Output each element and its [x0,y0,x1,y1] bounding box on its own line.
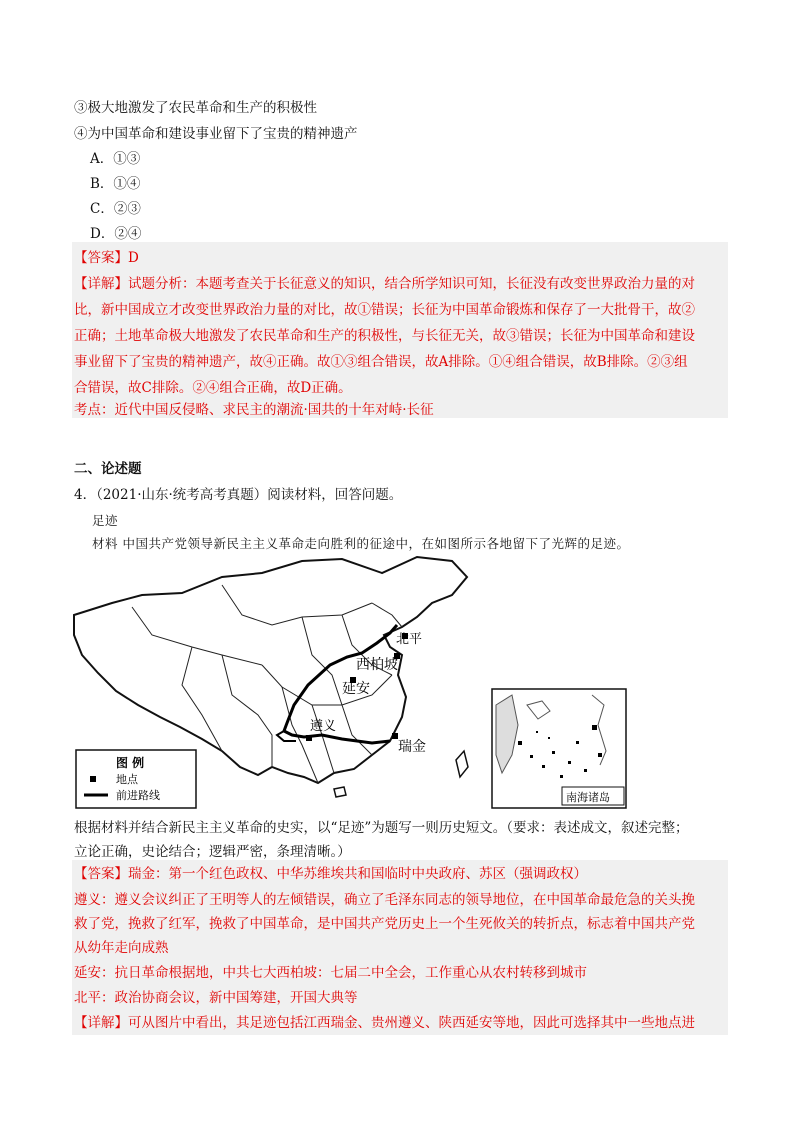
place-label: 西柏坡 [356,658,398,673]
section-heading: 二、论述题 [74,461,142,477]
option-d: D．②④ [90,226,142,242]
answer-line: 遵义：遵义会议纠正了王明等人的左倾错误，确立了毛泽东同志的领导地位，在中国革命最危急的关头挽 [74,892,695,908]
answer-block-q4 [72,860,728,1035]
detail-line: 事业留下了宝贵的精神遗产，故④正确。故①③组合错误，故A排除。①④组合错误，故B排除。②③组 [74,354,688,370]
question-line: 根据材料并结合新民主主义革命的史实，以“足迹”为题写一则历史短文。（要求：表述成文，叙述完整； [74,820,689,836]
china-map [72,555,632,810]
detail-line: 【详解】试题分析：本题考查关于长征意义的知识，结合所学知识可知，长征没有改变世界政治力量的对 [74,276,695,292]
detail-line: 比，新中国成立才改变世界政治力量的对比，故①错误；长征为中国革命锻炼和保存了一大批骨干，故② [74,302,695,318]
legend-marker-icon [90,776,96,782]
option-a: A．①③ [90,151,141,167]
detail-line-q4: 【详解】可从图片中看出，其足迹包括江西瑞金、贵州遵义、陕西延安等地，因此可选择其中一些地点进 [74,1015,695,1031]
detail-line: 正确；土地革命极大地激发了农民革命和生产的积极性，与长征无关，故③错误；长征为中国革命和建设 [74,328,695,344]
statement-3: ③极大地激发了农民革命和生产的积极性 [74,100,317,116]
answer-line: 救了党，挽救了红军，挽救了中国革命，是中国共产党历史上一个生死攸关的转折点，标志着中国共产党 [74,916,695,932]
kaodian-line: 考点：近代中国反侵略、求民主的潮流·国共的十年对峙·长征 [74,402,434,418]
answer-line: 【答案】瑞金：第一个红色政权、中华苏维埃共和国临时中央政府、苏区（强调政权） [74,866,587,882]
inset-label: 南海诸岛 [566,791,610,804]
answer-label: 【答案】D [74,250,139,266]
place-label: 北平 [396,631,423,646]
place-marker [392,733,398,739]
option-c: C．②③ [90,201,141,217]
statement-4: ④为中国革命和建设事业留下了宝贵的精神遗产 [74,126,358,142]
question-4-stem: 4．（2021·山东·统考高考真题）阅读材料，回答问题。 [74,487,403,503]
legend-item: 地点 [116,773,138,786]
material-text: 材料 中国共产党领导新民主主义革命走向胜利的征途中，在如图所示各地留下了光辉的足迹。 [92,536,630,551]
place-marker [306,735,312,741]
option-b: B．①④ [90,176,141,192]
place-label: 遵义 [310,718,337,733]
legend-title: 图 例 [116,756,145,770]
answer-line: 北平：政治协商会议，新中国筹建，开国大典等 [74,990,358,1006]
answer-line: 延安：抗日革命根据地，中共七大西柏坡：七届二中全会，工作重心从农村转移到城市 [74,965,587,981]
question-line: 立论正确，史论结合；逻辑严密，条理清晰。） [74,844,351,860]
place-label: 延安 [342,682,370,697]
legend-item: 前进路线 [116,789,160,802]
place-label: 瑞金 [398,740,426,755]
material-title: 足迹 [92,513,119,528]
advance-route [284,625,397,743]
answer-line: 从幼年走向成熟 [74,940,169,956]
detail-line: 合错误，故C排除。②④组合正确，故D正确。 [74,380,352,396]
